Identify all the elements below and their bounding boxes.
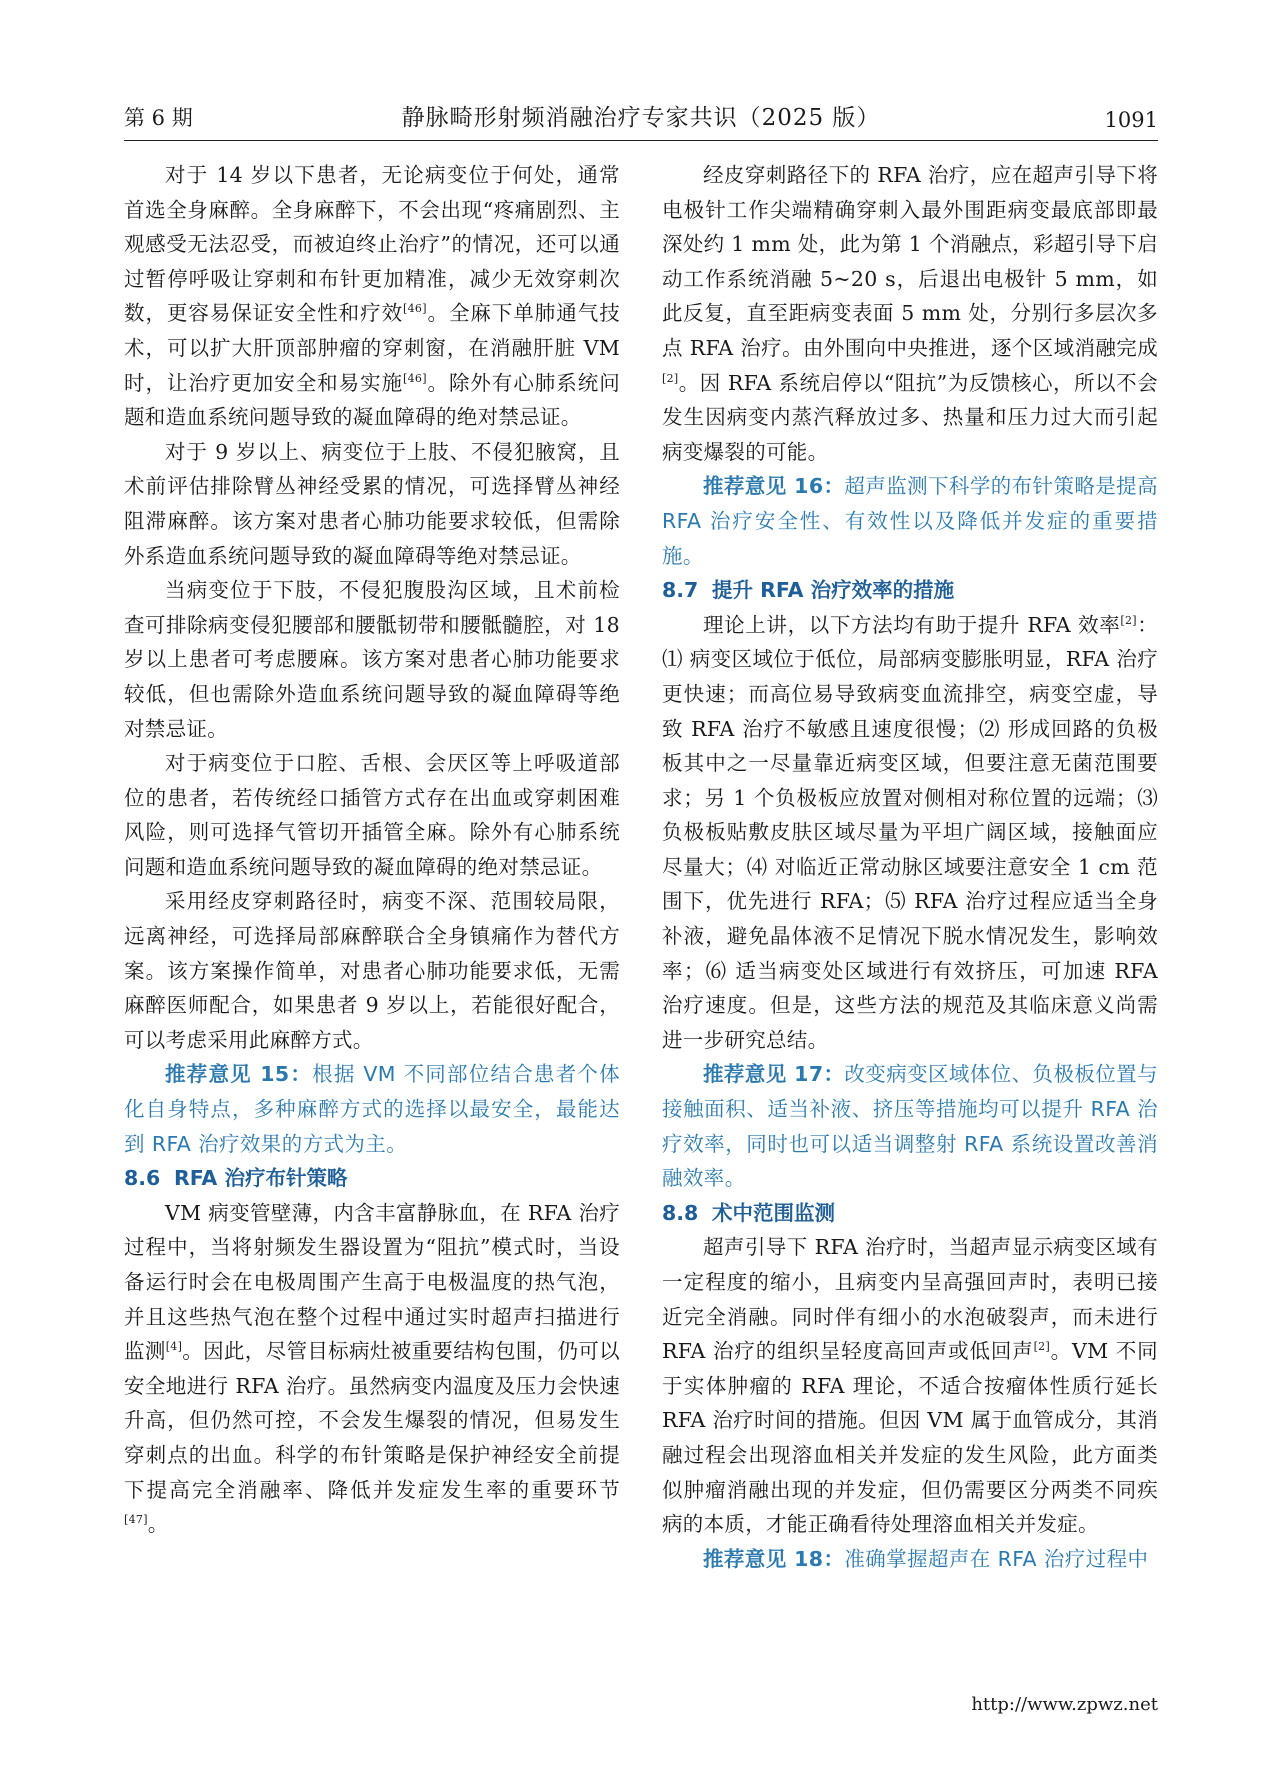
citation[interactable]: [46]	[403, 302, 427, 316]
citation[interactable]: [2]	[1033, 1340, 1051, 1354]
section-heading-8-7: 8.7 提升 RFA 治疗效率的措施	[662, 578, 955, 603]
paragraph-percutaneous-rfa: 经皮穿刺路径下的 RFA 治疗，应在超声引导下将电极针工作尖端精确穿刺入最外围距病变最底部即最深处约 1 mm 处，此为第 1 个消融点，彩超引导下启动工作系统消融 5~20 s，后退出电极针 5 mm，如此反复，直至距病变表面 5 mm 处，分别行多层次多点 RFA 治疗。由外围向中央推进，逐个区域消融完成[2]。因 RFA 系统启停以“阻抗”为反馈核心，所以不会发生因病变内蒸汽释放过多、热量和压力过大而引起病变爆裂的可能。	[662, 163, 1158, 464]
citation[interactable]: [2]	[662, 371, 679, 385]
left-column	[124, 158, 620, 1542]
page-number: 1091	[1104, 108, 1158, 132]
paragraph-brachial-block: 对于 9 岁以上、病变位于上肢、不侵犯腋窝，且术前评估排除臂丛神经受累的情况，可选择臂丛神经阻滞麻醉。该方案对患者心肺功能要求较低，但需除外系造血系统问题导致的凝血障碍等绝对禁忌证。	[124, 439, 620, 568]
section-heading-8-6: 8.6 RFA 治疗布针策略	[124, 1166, 348, 1191]
paragraph-spinal-anesthesia: 当病变位于下肢，不侵犯腹股沟区域，且术前检查可排除病变侵犯腰部和腰骶韧带和腰骶髓腔，对 18 岁以上患者可考虑腰麻。该方案对患者心肺功能要求较低，但也需除外造血系统问题导致的凝血障碍等绝对禁忌证。	[124, 578, 620, 741]
recommendation-15: 推荐意见 15：根据 VM 不同部位结合患者个体化自身特点，多种麻醉方式的选择以最安全，最能达到 RFA 治疗效果的方式为主。	[124, 1062, 620, 1156]
citation[interactable]: [4]	[165, 1340, 183, 1354]
right-column	[662, 158, 1158, 1576]
section-heading-8-8: 8.8 术中范围监测	[662, 1200, 835, 1225]
issue-number: 第 6 期	[124, 106, 193, 130]
journal-article-title: 静脉畸形射频消融治疗专家共识（2025 版）	[401, 105, 881, 131]
recommendation-16: 推荐意见 16：超声监测下科学的布针策略是提高 RFA 治疗安全性、有效性以及降低并发症的重要措施。	[662, 474, 1158, 568]
citation[interactable]: [47]	[124, 1513, 148, 1527]
footer-url[interactable]: http://www.zpwz.net	[971, 1694, 1158, 1715]
paragraph-local-anesthesia: 采用经皮穿刺路径时，病变不深、范围较局限，远离神经，可选择局部麻醉联合全身镇痛作为替代方案。该方案操作简单，对患者心肺功能要求低，无需麻醉医师配合，如果患者 9 岁以上，若能很好配合，可以考虑采用此麻醉方式。	[124, 889, 620, 1052]
recommendation-17: 推荐意见 17：改变病变区域体位、负极板位置与接触面积、适当补液、挤压等措施均可以提升 RFA 治疗效率，同时也可以适当调整射 RFA 系统设置改善消融效率。	[662, 1062, 1158, 1191]
paragraph-general-anesthesia: 对于 14 岁以下患者，无论病变位于何处，通常首选全身麻醉。全身麻醉下，不会出现“疼痛剧烈、主观感受无法忍受，而被迫终止治疗”的情况，还可以通过暂停呼吸让穿刺和布针更加精准，减少无效穿刺次数，更容易保证安全性和疗效[46]。全麻下单肺通气技术，可以扩大肝顶部肿瘤的穿刺窗，在消融肝脏 VM 时，让治疗更加安全和易实施[46]。除外有心肺系统问题和造血系统问题导致的凝血障碍的绝对禁忌证。	[124, 163, 621, 430]
paragraph-range-monitoring: 超声引导下 RFA 治疗时，当超声显示病变区域有一定程度的缩小，且病变内呈高强回声时，表明已接近完全消融。同时伴有细小的水泡破裂声，而未进行 RFA 治疗的组织呈轻度高回声或低回声[2]。VM 不同于实体肿瘤的 RFA 理论，不适合按瘤体性质行延长 RFA 治疗时间的措施。但因 VM 属于血管成分，其消融过程会出现溶血相关并发症的发生风险，此方面类似肿瘤消融出现的并发症，但仍需要区分两类不同疾病的本质，才能正确看待处理溶血相关并发症。	[662, 1235, 1158, 1537]
citation[interactable]: [2]	[1120, 613, 1137, 627]
recommendation-18: 推荐意见 18：准确掌握超声在 RFA 治疗过程中	[703, 1546, 1149, 1571]
paragraph-efficiency-measures: 理论上讲，以下方法均有助于提升 RFA 效率[2]：⑴ 病变区域位于低位，局部病变膨胀明显，RFA 治疗更快速；而高位易导致病变血流排空，病变空虚，导致 RFA 治疗不敏感且速度很慢；⑵ 形成回路的负极板其中之一尽量靠近病变区域，但要注意无菌范围要求；另 1 个负极板应放置对侧相对称位置的远端；⑶ 负极板贴敷皮肤区域尽量为平坦广阔区域，接触面应尽量大；⑷ 对临近正常动脉区域要注意安全 1 cm 范围下，优先进行 RFA；⑸ RFA 治疗过程应适当全身补液，避免晶体液不足情况下脱水情况发生，影响效率；⑹ 适当病变处区域进行有效挤压，可加速 RFA 治疗速度。但是，这些方法的规范及其临床意义尚需进一步研究总结。	[662, 612, 1158, 1052]
paragraph-tracheotomy: 对于病变位于口腔、舌根、会厌区等上呼吸道部位的患者，若传统经口插管方式存在出血或穿刺困难风险，则可选择气管切开插管全麻。除外有心肺系统问题和造血系统问题导致的凝血障碍的绝对禁忌证。	[124, 751, 620, 879]
paragraph-needle-strategy: VM 病变管壁薄，内含丰富静脉血，在 RFA 治疗过程中，当将射频发生器设置为“阻抗”模式时，当设备运行时会在电极周围产生高于电极温度的热气泡，并且这些热气泡在整个过程中通过实时超声扫描进行监测[4]。因此，尽管目标病灶被重要结构包围，仍可以安全地进行 RFA 治疗。虽然病变内温度及压力会快速升高，但仍然可控，不会发生爆裂的情况，但易发生穿刺点的出血。科学的布针策略是保护神经安全前提下提高完全消融率、降低并发症发生率的重要环节[47]。	[124, 1200, 620, 1537]
citation[interactable]: [46]	[403, 371, 427, 385]
running-header	[124, 104, 1158, 141]
